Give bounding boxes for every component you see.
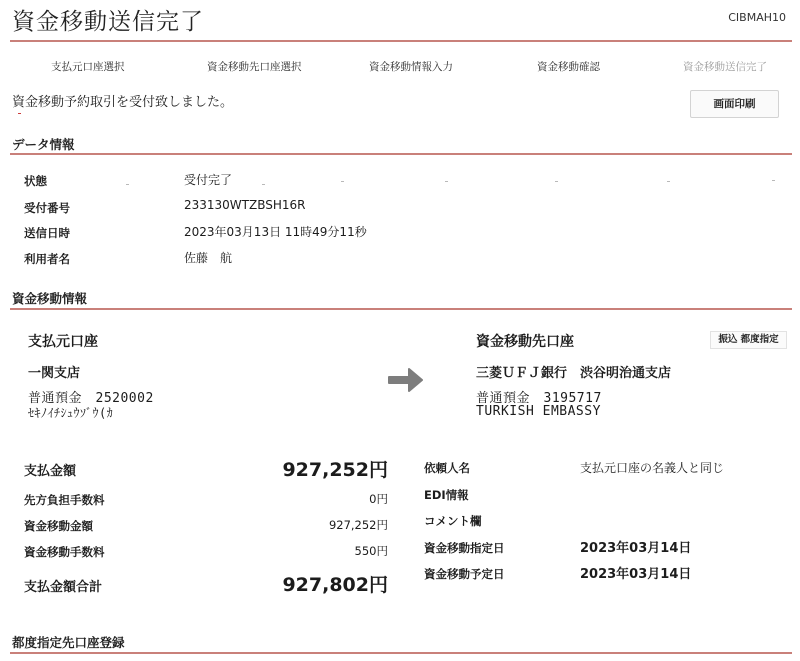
completion-message: 資金移動予約取引を受付致しました。 [12, 95, 234, 110]
scan-speck [772, 180, 775, 181]
payment-amount-label: 支払金額 [24, 464, 77, 479]
transfer-section-divider [10, 308, 792, 310]
status-label: 状態 [24, 174, 47, 188]
user-name-value: 佐藤 航 [184, 251, 233, 265]
transfer-amount-value: 927,252円 [328, 518, 388, 532]
data-section-divider [10, 153, 792, 155]
destination-account-title: 資金移動先口座 [476, 334, 574, 350]
registration-section-title: 都度指定先口座登録 [12, 635, 125, 650]
scan-speck [667, 181, 670, 182]
scan-speck [262, 184, 265, 185]
source-account-title: 支払元口座 [28, 334, 98, 350]
transfer-fee-value: 550円 [354, 544, 388, 558]
registration-section-divider [10, 652, 792, 654]
data-section-title: データ情報 [12, 137, 75, 152]
right-arrow-icon [385, 363, 425, 397]
recipient-fee-value: 0円 [369, 492, 388, 506]
scheduled-date-value: 2023年03月14日 [580, 567, 692, 582]
step-source-account: 支払元口座選択 [51, 61, 125, 73]
requester-name-value: 支払元口座の名義人と同じ [580, 461, 725, 475]
sent-datetime-label: 送信日時 [24, 226, 70, 240]
edi-info-label: EDI情報 [424, 488, 469, 502]
transfer-fee-label: 資金移動手数料 [24, 545, 105, 559]
destination-account-number: 普通預金 3195717 [476, 391, 602, 406]
specified-date-label: 資金移動指定日 [424, 541, 505, 555]
receipt-number-value: 233130WTZBSH16R [184, 198, 306, 212]
scan-speck [445, 181, 448, 182]
scan-speck [555, 181, 558, 182]
scan-speck [18, 113, 21, 114]
receipt-number-label: 受付番号 [24, 201, 70, 215]
specified-date-value: 2023年03月14日 [580, 541, 692, 556]
destination-account-holder: TURKISH EMBASSY [476, 404, 601, 419]
destination-bank-branch: 三菱ＵＦＪ銀行 渋谷明治通支店 [476, 366, 672, 381]
scan-speck [341, 181, 344, 182]
transfer-type-badge: 振込 都度指定 [710, 331, 787, 349]
step-transfer-info: 資金移動情報入力 [369, 61, 453, 73]
transfer-amount-label: 資金移動金額 [24, 519, 93, 533]
header-divider [10, 40, 792, 42]
payment-total-value: 927,802円 [282, 574, 388, 596]
user-name-label: 利用者名 [24, 252, 70, 266]
step-indicator [10, 59, 792, 77]
page-title: 資金移動送信完了 [12, 9, 204, 35]
source-account-holder: ｾｷﾉｲﾁｼｭｳｿﾞｳ(ｶ [28, 406, 114, 420]
payment-total-label: 支払金額合計 [24, 580, 103, 595]
source-branch: 一関支店 [28, 366, 81, 381]
sent-datetime-value: 2023年03月13日 11時49分11秒 [184, 225, 367, 239]
transfer-section-title: 資金移動情報 [12, 291, 88, 306]
screen-id: CIBMAH10 [728, 11, 786, 24]
status-value: 受付完了 [184, 173, 233, 187]
requester-name-label: 依頼人名 [424, 461, 470, 475]
step-confirm: 資金移動確認 [537, 61, 600, 73]
scan-speck [126, 184, 129, 185]
print-screen-button[interactable]: 画面印刷 [690, 90, 779, 118]
scheduled-date-label: 資金移動予定日 [424, 567, 505, 581]
source-account-number: 普通預金 2520002 [28, 391, 154, 406]
recipient-fee-label: 先方負担手数料 [24, 493, 105, 507]
comment-label: コメント欄 [424, 514, 482, 528]
payment-amount-value: 927,252円 [282, 459, 388, 481]
step-complete: 資金移動送信完了 [683, 61, 767, 73]
step-destination-account: 資金移動先口座選択 [207, 61, 302, 73]
